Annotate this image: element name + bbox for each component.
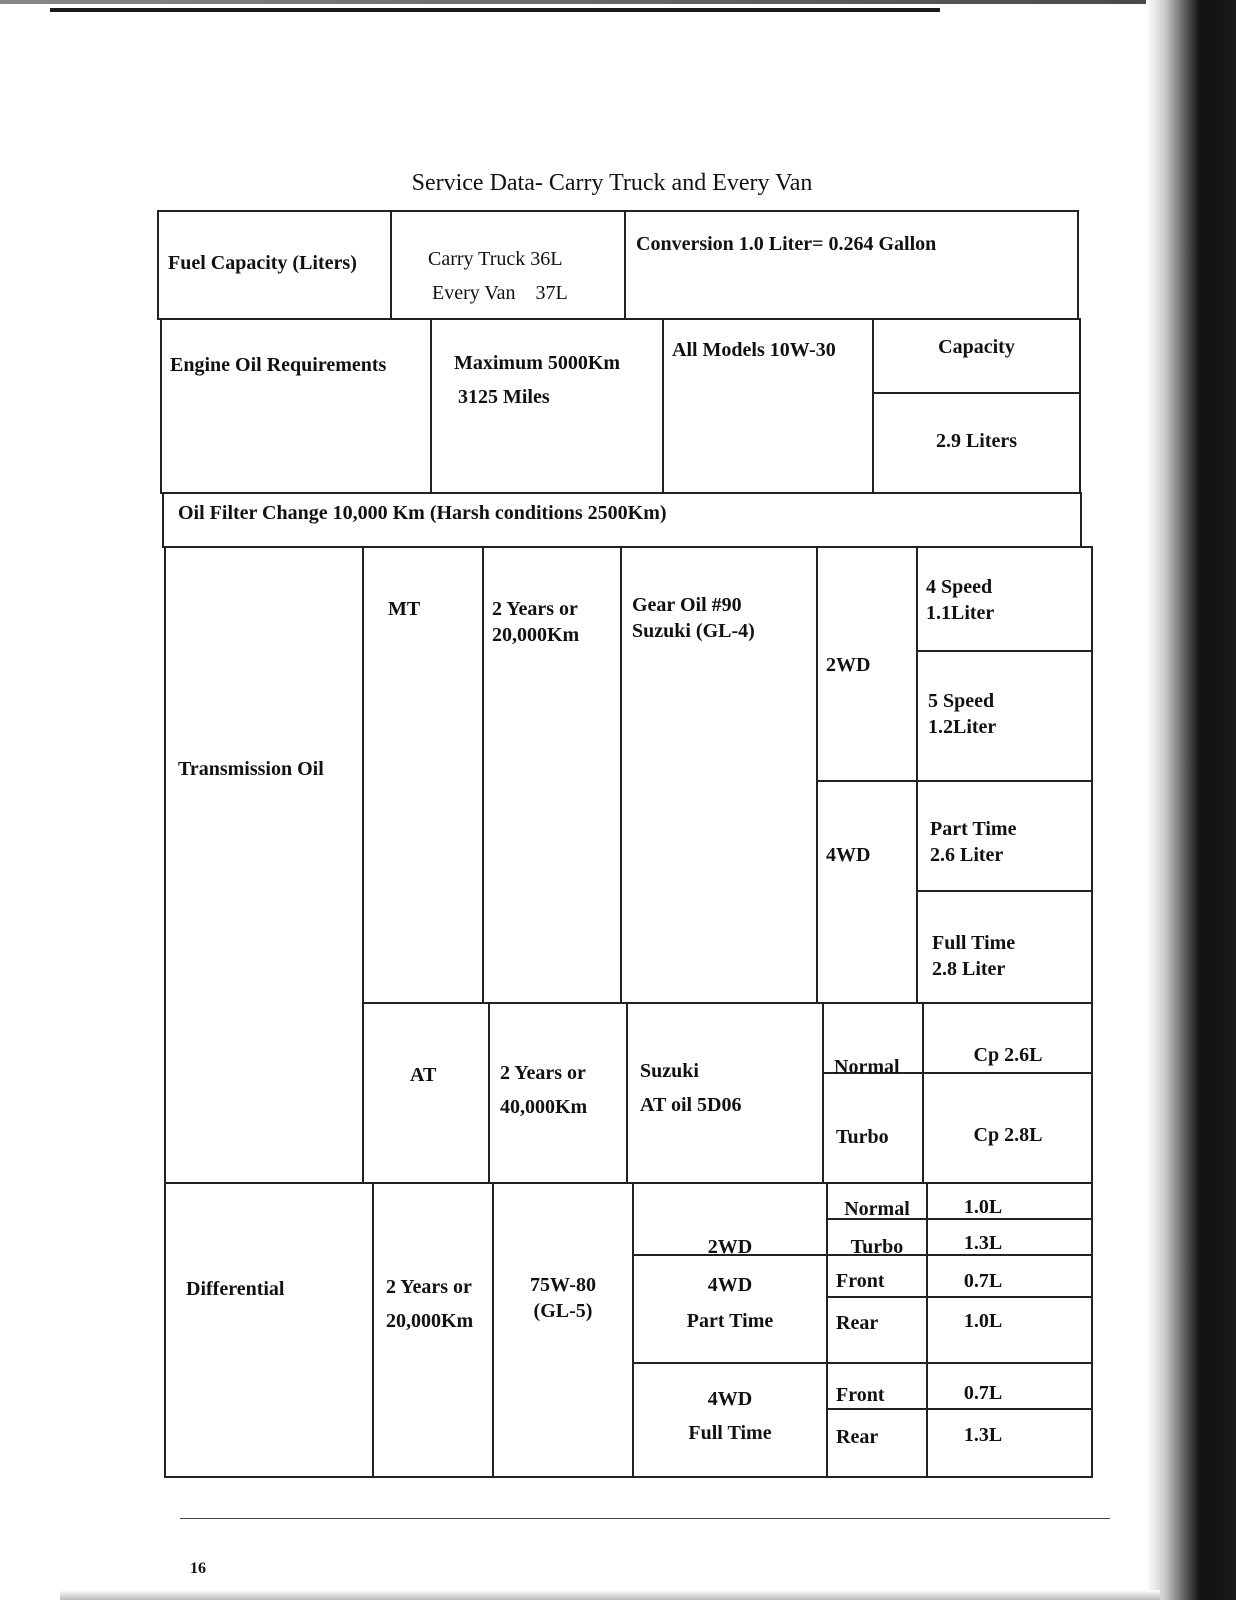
diff-interval-1: 2 Years or bbox=[386, 1276, 472, 1298]
diff-normal-val: 1.0L bbox=[963, 1196, 1003, 1218]
diff-part-front: Front bbox=[836, 1270, 885, 1292]
scan-bottom-edge bbox=[60, 1590, 1160, 1600]
mt-5speed-1: 5 Speed bbox=[928, 690, 995, 712]
diff-4wd-part-1: 4WD bbox=[707, 1274, 753, 1296]
diff-2wd: 2WD bbox=[707, 1236, 753, 1258]
at-oil-2: AT oil 5D06 bbox=[640, 1094, 742, 1116]
at-type: AT bbox=[410, 1064, 437, 1086]
diff-interval-2: 20,000Km bbox=[386, 1310, 474, 1332]
mt-oil-2: Suzuki (GL-4) bbox=[632, 620, 755, 642]
fuel-label: Fuel Capacity (Liters) bbox=[168, 252, 357, 274]
diff-full-rear: Rear bbox=[836, 1426, 879, 1448]
diff-full-front-val: 0.7L bbox=[963, 1382, 1003, 1404]
engine-oil-label: Engine Oil Requirements bbox=[170, 354, 387, 376]
scan-right-edge bbox=[1146, 0, 1236, 1600]
engine-oil-interval-mi: 3125 Miles bbox=[458, 386, 550, 408]
engine-oil-grade: All Models 10W-30 bbox=[672, 339, 836, 361]
at-normal-cap: Cp 2.6L bbox=[973, 1044, 1043, 1066]
fuel-carry: Carry Truck 36L bbox=[428, 248, 563, 270]
at-oil-1: Suzuki bbox=[640, 1060, 699, 1082]
fuel-every: Every Van 37L bbox=[432, 282, 568, 304]
mt-4speed-1: 4 Speed bbox=[926, 576, 993, 598]
page-number: 16 bbox=[190, 1560, 206, 1577]
page-title: Service Data- Carry Truck and Every Van bbox=[411, 170, 813, 196]
mt-2wd: 2WD bbox=[826, 654, 871, 676]
differential-label: Differential bbox=[186, 1278, 285, 1300]
mt-type: MT bbox=[388, 598, 421, 620]
transmission-label: Transmission Oil bbox=[178, 758, 324, 780]
mt-4speed-2: 1.1Liter bbox=[926, 602, 995, 624]
diff-4wd-full-2: Full Time bbox=[688, 1422, 772, 1444]
transmission-differential-block bbox=[164, 546, 1093, 1478]
mt-interval-2: 20,000Km bbox=[492, 624, 580, 646]
engine-oil-interval-km: Maximum 5000Km bbox=[454, 352, 621, 374]
fuel-conversion: Conversion 1.0 Liter= 0.264 Gallon bbox=[636, 233, 937, 255]
oil-filter-text: Oil Filter Change 10,000 Km (Harsh conditions 2500Km) bbox=[178, 502, 667, 524]
at-turbo-cap: Cp 2.8L bbox=[973, 1124, 1043, 1146]
diff-4wd-full-1: 4WD bbox=[707, 1388, 753, 1410]
scan-top-edge bbox=[0, 0, 1236, 4]
diff-turbo: Turbo bbox=[850, 1236, 904, 1258]
mt-parttime-1: Part Time bbox=[930, 818, 1017, 840]
mt-oil-1: Gear Oil #90 bbox=[632, 594, 742, 616]
at-normal: Normal bbox=[834, 1056, 900, 1078]
at-turbo: Turbo bbox=[836, 1126, 889, 1148]
mt-5speed-2: 1.2Liter bbox=[928, 716, 997, 738]
diff-part-rear-val: 1.0L bbox=[963, 1310, 1003, 1332]
diff-part-rear: Rear bbox=[836, 1312, 879, 1334]
mt-fulltime-2: 2.8 Liter bbox=[932, 958, 1006, 980]
engine-oil-capacity-label: Capacity bbox=[938, 336, 1015, 358]
scan-top-rule bbox=[50, 8, 940, 12]
at-interval-2: 40,000Km bbox=[500, 1096, 588, 1118]
footer-rule bbox=[180, 1518, 1110, 1519]
mt-interval-1: 2 Years or bbox=[492, 598, 578, 620]
engine-oil-capacity-value: 2.9 Liters bbox=[935, 430, 1018, 452]
diff-turbo-val: 1.3L bbox=[963, 1232, 1003, 1254]
mt-parttime-2: 2.6 Liter bbox=[930, 844, 1004, 866]
diff-full-rear-val: 1.3L bbox=[963, 1424, 1003, 1446]
diff-oil-1: 75W-80 bbox=[530, 1274, 596, 1296]
diff-4wd-part-2: Part Time bbox=[686, 1310, 774, 1332]
diff-full-front: Front bbox=[836, 1384, 885, 1406]
mt-fulltime-1: Full Time bbox=[932, 932, 1016, 954]
diff-part-front-val: 0.7L bbox=[963, 1270, 1003, 1292]
diff-normal: Normal bbox=[844, 1198, 910, 1220]
mt-4wd: 4WD bbox=[826, 844, 871, 866]
diff-oil-2: (GL-5) bbox=[533, 1300, 593, 1322]
at-interval-1: 2 Years or bbox=[500, 1062, 586, 1084]
